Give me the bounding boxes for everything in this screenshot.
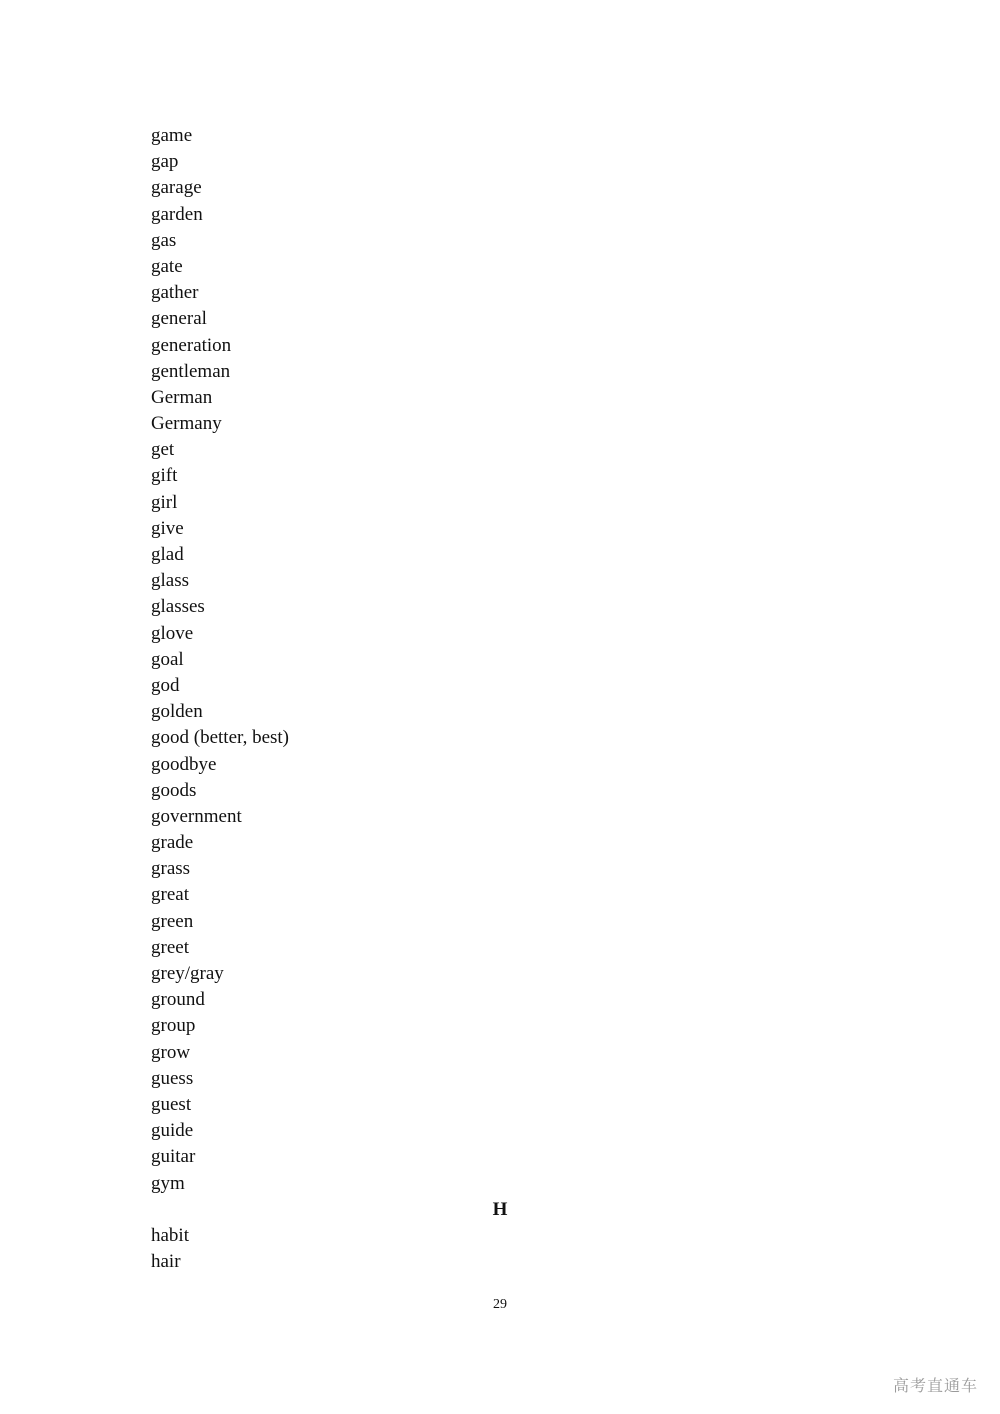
vocabulary-word: garage	[151, 177, 202, 199]
vocabulary-word: grey/gray	[151, 963, 224, 984]
vocabulary-word: grass	[151, 858, 191, 880]
vocabulary-word: glasses	[151, 596, 205, 618]
vocabulary-word: habit	[151, 1225, 189, 1246]
section-heading-h: H	[492, 1199, 508, 1220]
vocabulary-word: German	[151, 386, 213, 408]
vocabulary-word: game	[151, 125, 193, 146]
vocabulary-word: ground	[151, 989, 205, 1011]
vocabulary-word: great	[151, 884, 189, 906]
vocabulary-word: group	[151, 1015, 196, 1037]
vocabulary-word: gap	[151, 151, 179, 173]
vocabulary-word: good (better, best)	[151, 727, 290, 749]
vocabulary-word: hair	[151, 1251, 181, 1273]
vocabulary-word: garden	[151, 203, 203, 225]
vocabulary-word: gentleman	[151, 360, 231, 382]
vocabulary-word: goods	[151, 779, 197, 801]
vocabulary-word: generation	[151, 334, 232, 356]
vocabulary-word: give	[151, 517, 184, 539]
vocabulary-word: gate	[151, 255, 183, 277]
vocabulary-word: Germany	[151, 413, 222, 435]
vocabulary-word: guess	[151, 1067, 194, 1089]
vocabulary-word: glass	[151, 570, 189, 592]
vocabulary-word: grade	[151, 832, 194, 854]
vocabulary-word: guide	[151, 1120, 194, 1142]
vocabulary-word: goal	[151, 648, 184, 670]
vocabulary-word: gather	[151, 282, 199, 304]
vocabulary-word: golden	[151, 701, 203, 723]
vocabulary-word: get	[151, 439, 175, 461]
vocabulary-word: greet	[151, 936, 189, 958]
word-list-g	[151, 123, 289, 1197]
vocabulary-word: god	[151, 674, 180, 696]
vocabulary-word: guitar	[151, 1146, 196, 1168]
vocabulary-word: gym	[151, 1172, 185, 1194]
vocabulary-word: girl	[151, 491, 178, 513]
vocabulary-word: glove	[151, 622, 194, 644]
vocabulary-word: gift	[151, 465, 178, 487]
watermark: 高考直通车	[892, 1376, 978, 1395]
vocabulary-word: government	[151, 805, 242, 827]
page-number: 29	[493, 1297, 507, 1312]
vocabulary-word: goodbye	[151, 753, 217, 775]
vocabulary-word: glad	[151, 544, 184, 565]
vocabulary-word: gas	[151, 229, 177, 251]
vocabulary-word: grow	[151, 1041, 191, 1063]
vocabulary-word: green	[151, 910, 194, 932]
vocabulary-word: general	[151, 308, 207, 330]
vocabulary-word: guest	[151, 1093, 192, 1115]
word-list-h	[151, 1223, 189, 1275]
